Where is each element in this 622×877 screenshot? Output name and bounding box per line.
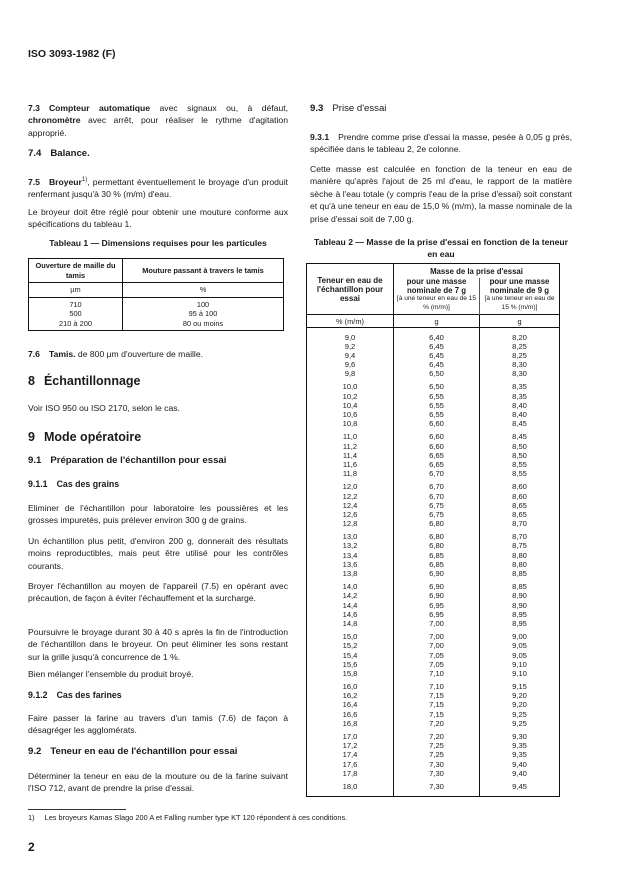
table2-cell-mass-7g: 7,25 <box>394 750 480 759</box>
table2-cell-mass-7g: 6,60 <box>394 442 480 451</box>
table2-cell-mass-9g: 8,50 <box>480 442 560 451</box>
table2-cell-mass-7g: 6,70 <box>394 469 480 478</box>
table2-cell-mass-9g: 9,20 <box>480 691 560 700</box>
table2-cell-mass-9g: 9,35 <box>480 750 560 759</box>
table1-cell-passing: 80 ou moins <box>123 319 284 331</box>
table2-row <box>307 641 560 650</box>
table-2 <box>306 263 560 797</box>
table2-col2-unit: g <box>394 315 480 328</box>
table2-cell-mass-7g: 6,90 <box>394 569 480 578</box>
table2-cell-moisture: 17,6 <box>342 759 358 769</box>
table2-cell-mass-9g: 8,45 <box>480 419 560 428</box>
table2-cell-moisture: 15,8 <box>342 668 358 678</box>
table2-cell-mass-7g: 7,30 <box>394 782 480 791</box>
table2-cell-mass-9g: 8,35 <box>480 392 560 401</box>
section-7-5: 7.5 Broyeur$^{1)}$, permettant éventuellement le broyage d'un produit renfermant jusqu'à 30 % (m/m) d'eau. <box>28 176 288 200</box>
table2-caption: Tableau 2 — Masse de la prise d'essai en fonction de la teneur en eau <box>313 237 569 260</box>
table2-cell-mass-7g: 7,10 <box>394 682 480 691</box>
table2-cell-mass-9g: 8,25 <box>480 342 560 351</box>
table2-cell-mass-9g: 9,05 <box>480 651 560 660</box>
table2-cell-mass-7g: 7,15 <box>394 691 480 700</box>
table2-row <box>307 591 560 600</box>
table2-row <box>307 382 560 391</box>
table2-cell-mass-7g: 6,75 <box>394 510 480 519</box>
table2-cell-mass-7g: 6,55 <box>394 392 480 401</box>
paragraph-9-2: Déterminer la teneur en eau de la mouture ou de la farine suivant l'ISO 712, avant de prendre la prise d'essai. <box>28 771 288 794</box>
table2-row <box>307 401 560 410</box>
table2-cell-mass-9g: 8,70 <box>480 532 560 541</box>
table2-cell-mass-7g: 6,85 <box>394 560 480 569</box>
table2-cell-moisture: 12,6 <box>342 509 358 519</box>
table2-cell-moisture: 15,4 <box>342 650 358 660</box>
table2-row <box>307 769 560 778</box>
table2-cell-mass-7g: 7,00 <box>394 632 480 641</box>
table2-row <box>307 369 560 378</box>
table2-cell-mass-7g: 6,50 <box>394 382 480 391</box>
table2-row <box>307 560 560 569</box>
footnote: 1) Les broyeurs Kamas Slago 200 A et Falling number type KT 120 répondent à ces conditions. <box>28 813 348 822</box>
table1-cell-passing: 100 <box>123 297 284 309</box>
table2-col1-header: Teneur en eau de l'échantillon pour essai <box>316 275 384 303</box>
paragraph-9-3-1-b: Cette masse est calculée en fonction de la teneur en eau de manière qu'après l'ajout de 25 ml d'eau, le rapport de la matière sèche à l'eau totale (y compris l'eau de la prise d'essai) soit constant et qu'à une teneur en eau de 15,0 % (m/m), la masse nominale de la prise d'essai soit de 7,00 g. <box>310 164 572 224</box>
table2-cell-mass-9g: 8,60 <box>480 482 560 491</box>
table2-row <box>307 619 560 628</box>
table2-cell-moisture: 10,4 <box>342 400 358 410</box>
table2-cell-mass-9g: 9,20 <box>480 700 560 709</box>
table2-cell-moisture: 16,2 <box>342 691 358 701</box>
table2-cell-moisture: 14,8 <box>342 618 358 628</box>
table1-caption: Tableau 1 — Dimensions requises pour les particules <box>49 238 267 248</box>
table2-cell-mass-7g: 7,30 <box>394 769 480 778</box>
table2-cell-mass-9g: 8,40 <box>480 401 560 410</box>
footnote-divider <box>28 809 126 810</box>
table2-cell-mass-9g: 8,40 <box>480 410 560 419</box>
table2-gap-cell <box>394 791 480 796</box>
table2-cell-mass-7g: 7,15 <box>394 710 480 719</box>
table2-row <box>307 532 560 541</box>
table2-cell-moisture: 11,2 <box>342 441 358 451</box>
table2-cell-moisture: 13,0 <box>342 532 358 542</box>
table2-cell-mass-7g: 6,90 <box>394 582 480 591</box>
table2-row <box>307 719 560 728</box>
paragraph-9-1-1-e: Bien mélanger l'ensemble du produit broyé. <box>28 669 194 679</box>
table2-cell-moisture: 13,8 <box>342 568 358 578</box>
table2-cell-moisture: 12,4 <box>342 500 358 510</box>
table2-row <box>307 660 560 669</box>
table2-row <box>307 691 560 700</box>
table2-row <box>307 682 560 691</box>
table2-cell-mass-7g: 7,10 <box>394 669 480 678</box>
table2-row <box>307 482 560 491</box>
table2-cell-moisture: 9,4 <box>344 350 356 360</box>
paragraph-8: Voir ISO 950 ou ISO 2170, selon le cas. <box>28 403 180 413</box>
table2-cell-moisture: 10,0 <box>342 382 358 392</box>
table2-row <box>307 360 560 369</box>
table2-cell-mass-7g: 7,05 <box>394 660 480 669</box>
table2-cell-mass-9g: 9,30 <box>480 732 560 741</box>
table1-col1-unit: µm <box>70 285 81 294</box>
table2-cell-mass-7g: 6,80 <box>394 541 480 550</box>
section-7-6: 7.6 Tamis. de 800 µm d'ouverture de maille. <box>28 349 203 359</box>
table2-row <box>307 610 560 619</box>
table2-row <box>307 460 560 469</box>
table2-row <box>307 410 560 419</box>
table2-cell-mass-9g: 8,45 <box>480 432 560 441</box>
table2-cell-moisture: 14,4 <box>342 600 358 610</box>
table2-cell-moisture: 14,6 <box>342 609 358 619</box>
table2-cell-mass-7g: 6,60 <box>394 432 480 441</box>
table2-cell-mass-9g: 8,50 <box>480 451 560 460</box>
table2-cell-mass-9g: 8,65 <box>480 510 560 519</box>
table2-row <box>307 451 560 460</box>
table2-cell-mass-9g: 8,25 <box>480 351 560 360</box>
table2-cell-mass-7g: 7,20 <box>394 732 480 741</box>
table2-cell-mass-9g: 8,30 <box>480 369 560 378</box>
table2-row <box>307 392 560 401</box>
table2-col1-unit: % (m/m) <box>336 316 364 326</box>
table2-cell-mass-7g: 6,75 <box>394 501 480 510</box>
table2-cell-moisture: 11,4 <box>342 450 358 460</box>
table2-cell-moisture: 17,8 <box>342 768 358 778</box>
table2-cell-mass-7g: 6,40 <box>394 333 480 342</box>
table2-cell-mass-9g: 8,60 <box>480 492 560 501</box>
table2-cell-moisture: 9,2 <box>344 341 356 351</box>
table1-row <box>29 309 284 319</box>
table2-row <box>307 469 560 478</box>
table2-cell-mass-9g: 9,10 <box>480 669 560 678</box>
section-9-3-1: 9.3.1 Prendre comme prise d'essai la masse, pesée à 0,05 g près, spécifiée dans le tableau 2, 2e colonne. <box>310 132 572 155</box>
table2-cell-mass-9g: 8,30 <box>480 360 560 369</box>
table1-row <box>29 319 284 331</box>
paragraph-9-1-1-d: Poursuivre le broyage durant 30 à 40 s après la fin de l'introduction de l'échantillon dans le broyeur. On peut éliminer les sons restant sur la grille jusqu'à concurrence de 1 %. <box>28 627 288 662</box>
table1-col1-header: Ouverture de maille du tamis <box>35 261 116 280</box>
table2-cell-mass-9g: 8,75 <box>480 541 560 550</box>
table2-row <box>307 741 560 750</box>
table2-row <box>307 732 560 741</box>
section-9-1-1-heading: 9.1.1 Cas des grains <box>28 479 120 489</box>
table2-group-header: Masse de la prise d'essai <box>394 264 560 279</box>
table2-col2-header: pour une masse nominale de 7 g [à une teneur en eau de 15 % (m/m)] <box>394 278 480 315</box>
table2-row <box>307 342 560 351</box>
table1-col2-header: Mouture passant à travers le tamis <box>123 259 284 283</box>
table2-cell-mass-7g: 7,15 <box>394 700 480 709</box>
table2-cell-mass-9g: 8,20 <box>480 333 560 342</box>
table2-cell-mass-9g: 8,80 <box>480 560 560 569</box>
table2-cell-moisture: 16,0 <box>342 682 358 692</box>
table2-cell-mass-9g: 9,05 <box>480 641 560 650</box>
table2-cell-mass-9g: 8,70 <box>480 519 560 528</box>
table2-row <box>307 333 560 342</box>
table2-cell-moisture: 13,2 <box>342 541 358 551</box>
table2-cell-mass-7g: 7,05 <box>394 651 480 660</box>
table2-cell-moisture: 17,0 <box>342 732 358 742</box>
table2-cell-moisture: 12,0 <box>342 482 358 492</box>
table1-col2-unit: % <box>123 283 284 298</box>
table2-row <box>307 582 560 591</box>
table2-row <box>307 432 560 441</box>
table2-cell-mass-9g: 8,65 <box>480 501 560 510</box>
table1-cell-mesh: 710 <box>69 299 82 309</box>
table2-row <box>307 541 560 550</box>
table2-row <box>307 551 560 560</box>
table2-gap-cell <box>480 791 560 796</box>
table2-cell-mass-7g: 6,45 <box>394 342 480 351</box>
table2-cell-moisture: 13,6 <box>342 559 358 569</box>
table2-row <box>307 632 560 641</box>
table2-cell-mass-9g: 9,25 <box>480 710 560 719</box>
table2-bottom-pad <box>307 791 560 796</box>
table2-cell-moisture: 12,2 <box>342 491 358 501</box>
table2-cell-mass-7g: 6,50 <box>394 369 480 378</box>
section-9-1-heading: 9.1 Préparation de l'échantillon pour essai <box>28 455 227 466</box>
table2-cell-moisture: 16,8 <box>342 718 358 728</box>
table2-cell-moisture: 10,2 <box>342 391 358 401</box>
table2-cell-mass-9g: 8,80 <box>480 551 560 560</box>
table2-cell-mass-7g: 6,80 <box>394 532 480 541</box>
table2-cell-mass-9g: 8,55 <box>480 460 560 469</box>
table2-row <box>307 442 560 451</box>
table2-cell-moisture: 17,2 <box>342 741 358 751</box>
table2-cell-mass-9g: 8,85 <box>480 569 560 578</box>
table2-row <box>307 782 560 791</box>
table1-row <box>29 297 284 309</box>
table2-cell-mass-7g: 7,00 <box>394 619 480 628</box>
table2-cell-moisture: 11,6 <box>342 459 358 469</box>
table2-row <box>307 510 560 519</box>
table2-row <box>307 492 560 501</box>
table2-cell-moisture: 10,8 <box>342 418 358 428</box>
table2-row <box>307 651 560 660</box>
table2-cell-mass-7g: 6,95 <box>394 610 480 619</box>
table1-cell-passing: 95 à 100 <box>123 309 284 319</box>
table2-cell-moisture: 14,0 <box>342 582 358 592</box>
table2-cell-moisture: 16,4 <box>342 700 358 710</box>
table2-cell-mass-7g: 6,95 <box>394 601 480 610</box>
table2-row <box>307 419 560 428</box>
table-1 <box>28 258 284 331</box>
table2-cell-mass-7g: 6,65 <box>394 451 480 460</box>
table2-cell-mass-9g: 8,95 <box>480 619 560 628</box>
table2-cell-mass-9g: 9,45 <box>480 782 560 791</box>
table2-cell-mass-9g: 8,90 <box>480 591 560 600</box>
table2-cell-moisture: 15,0 <box>342 632 358 642</box>
table2-row <box>307 750 560 759</box>
table2-cell-mass-9g: 9,15 <box>480 682 560 691</box>
paragraph-9-1-1-b: Un échantillon plus petit, d'environ 200 g, donnerait des résultats moins reproductibles, mais peut être utilisé pour les contrôles courants. <box>28 536 288 571</box>
page-number: 2 <box>28 840 35 854</box>
table2-cell-moisture: 9,0 <box>344 332 356 342</box>
table2-cell-moisture: 15,6 <box>342 659 358 669</box>
table2-cell-moisture: 16,6 <box>342 709 358 719</box>
table2-cell-mass-7g: 6,45 <box>394 351 480 360</box>
table1-cell-mesh: 500 <box>69 309 82 318</box>
paragraph-9-1-2: Faire passer la farine au travers d'un tamis (7.6) de façon à désagréger les agglomérats. <box>28 713 288 736</box>
table2-cell-mass-7g: 6,45 <box>394 360 480 369</box>
table2-cell-mass-9g: 9,00 <box>480 632 560 641</box>
table2-row <box>307 601 560 610</box>
table2-cell-mass-7g: 6,70 <box>394 482 480 491</box>
table2-cell-mass-9g: 9,40 <box>480 760 560 769</box>
table2-cell-moisture: 13,4 <box>342 550 358 560</box>
table2-cell-mass-7g: 7,30 <box>394 760 480 769</box>
table2-cell-mass-7g: 7,20 <box>394 719 480 728</box>
paragraph-broyeur: Le broyeur doit être réglé pour obtenir une mouture conforme aux spécifications du tableau 1. <box>28 207 288 230</box>
table2-cell-moisture: 11,8 <box>342 468 358 478</box>
table2-row <box>307 501 560 510</box>
table2-row <box>307 710 560 719</box>
table2-cell-mass-7g: 6,55 <box>394 401 480 410</box>
table2-cell-moisture: 17,4 <box>342 750 358 760</box>
section-7-4: 7.4 Balance. <box>28 148 90 159</box>
table2-row <box>307 700 560 709</box>
table2-cell-moisture: 18,0 <box>342 782 358 792</box>
table2-cell-moisture: 9,8 <box>344 368 356 378</box>
table2-row <box>307 669 560 678</box>
table2-cell-mass-7g: 6,85 <box>394 551 480 560</box>
table2-cell-mass-9g: 9,40 <box>480 769 560 778</box>
table2-cell-moisture: 12,8 <box>342 518 358 528</box>
paragraph-9-1-1-a: Eliminer de l'échantillon pour laboratoire les poussières et les grosses impuretés, puis prélever environ 300 g de grains. <box>28 503 288 526</box>
table2-cell-mass-7g: 6,70 <box>394 492 480 501</box>
table2-cell-mass-7g: 6,90 <box>394 591 480 600</box>
table2-cell-moisture: 9,6 <box>344 359 356 369</box>
section-9-2-heading: 9.2 Teneur en eau de l'échantillon pour essai <box>28 746 238 757</box>
section-9-3-heading: 9.3 Prise d'essai <box>310 103 387 114</box>
table2-cell-mass-9g: 9,10 <box>480 660 560 669</box>
document-header: ISO 3093-1982 (F) <box>28 48 116 60</box>
table2-cell-mass-7g: 6,60 <box>394 419 480 428</box>
table2-cell-mass-9g: 8,95 <box>480 610 560 619</box>
table2-cell-moisture: 15,2 <box>342 641 358 651</box>
table2-cell-mass-9g: 9,35 <box>480 741 560 750</box>
table2-row <box>307 760 560 769</box>
table2-row <box>307 569 560 578</box>
table2-col3-unit: g <box>480 315 560 328</box>
table2-cell-mass-9g: 8,35 <box>480 382 560 391</box>
table2-cell-mass-9g: 9,25 <box>480 719 560 728</box>
table2-row <box>307 519 560 528</box>
table2-cell-mass-9g: 8,85 <box>480 582 560 591</box>
table2-cell-moisture: 10,6 <box>342 409 358 419</box>
section-7-3: 7.3 Compteur automatique avec signaux ou, à défaut, chronomètre avec arrêt, pour réaliser le rythme d'agitation approprié. <box>28 103 289 138</box>
table2-cell-mass-7g: 7,25 <box>394 741 480 750</box>
table2-cell-mass-7g: 6,65 <box>394 460 480 469</box>
table2-gap-cell <box>307 791 394 796</box>
section-8-heading: 8 Échantillonnage <box>28 374 141 388</box>
paragraph-9-1-1-c: Broyer l'échantillon au moyen de l'appareil (7.5) en opérant avec précaution, de façon à éviter l'échauffement et la surcharge. <box>28 581 288 604</box>
table2-cell-mass-7g: 7,00 <box>394 641 480 650</box>
table2-row <box>307 351 560 360</box>
table2-col3-header: pour une masse nominale de 9 g [à une teneur en eau de 15 % (m/m)] <box>480 278 560 315</box>
section-9-1-2-heading: 9.1.2 Cas des farines <box>28 690 122 700</box>
table2-cell-moisture: 11,0 <box>342 432 358 442</box>
table2-cell-mass-7g: 6,80 <box>394 519 480 528</box>
section-9-heading: 9 Mode opératoire <box>28 430 142 444</box>
table2-cell-mass-9g: 8,90 <box>480 601 560 610</box>
table2-cell-mass-7g: 6,55 <box>394 410 480 419</box>
table1-cell-mesh: 210 à 200 <box>59 318 92 328</box>
table2-cell-mass-9g: 8,55 <box>480 469 560 478</box>
table2-cell-moisture: 14,2 <box>342 591 358 601</box>
